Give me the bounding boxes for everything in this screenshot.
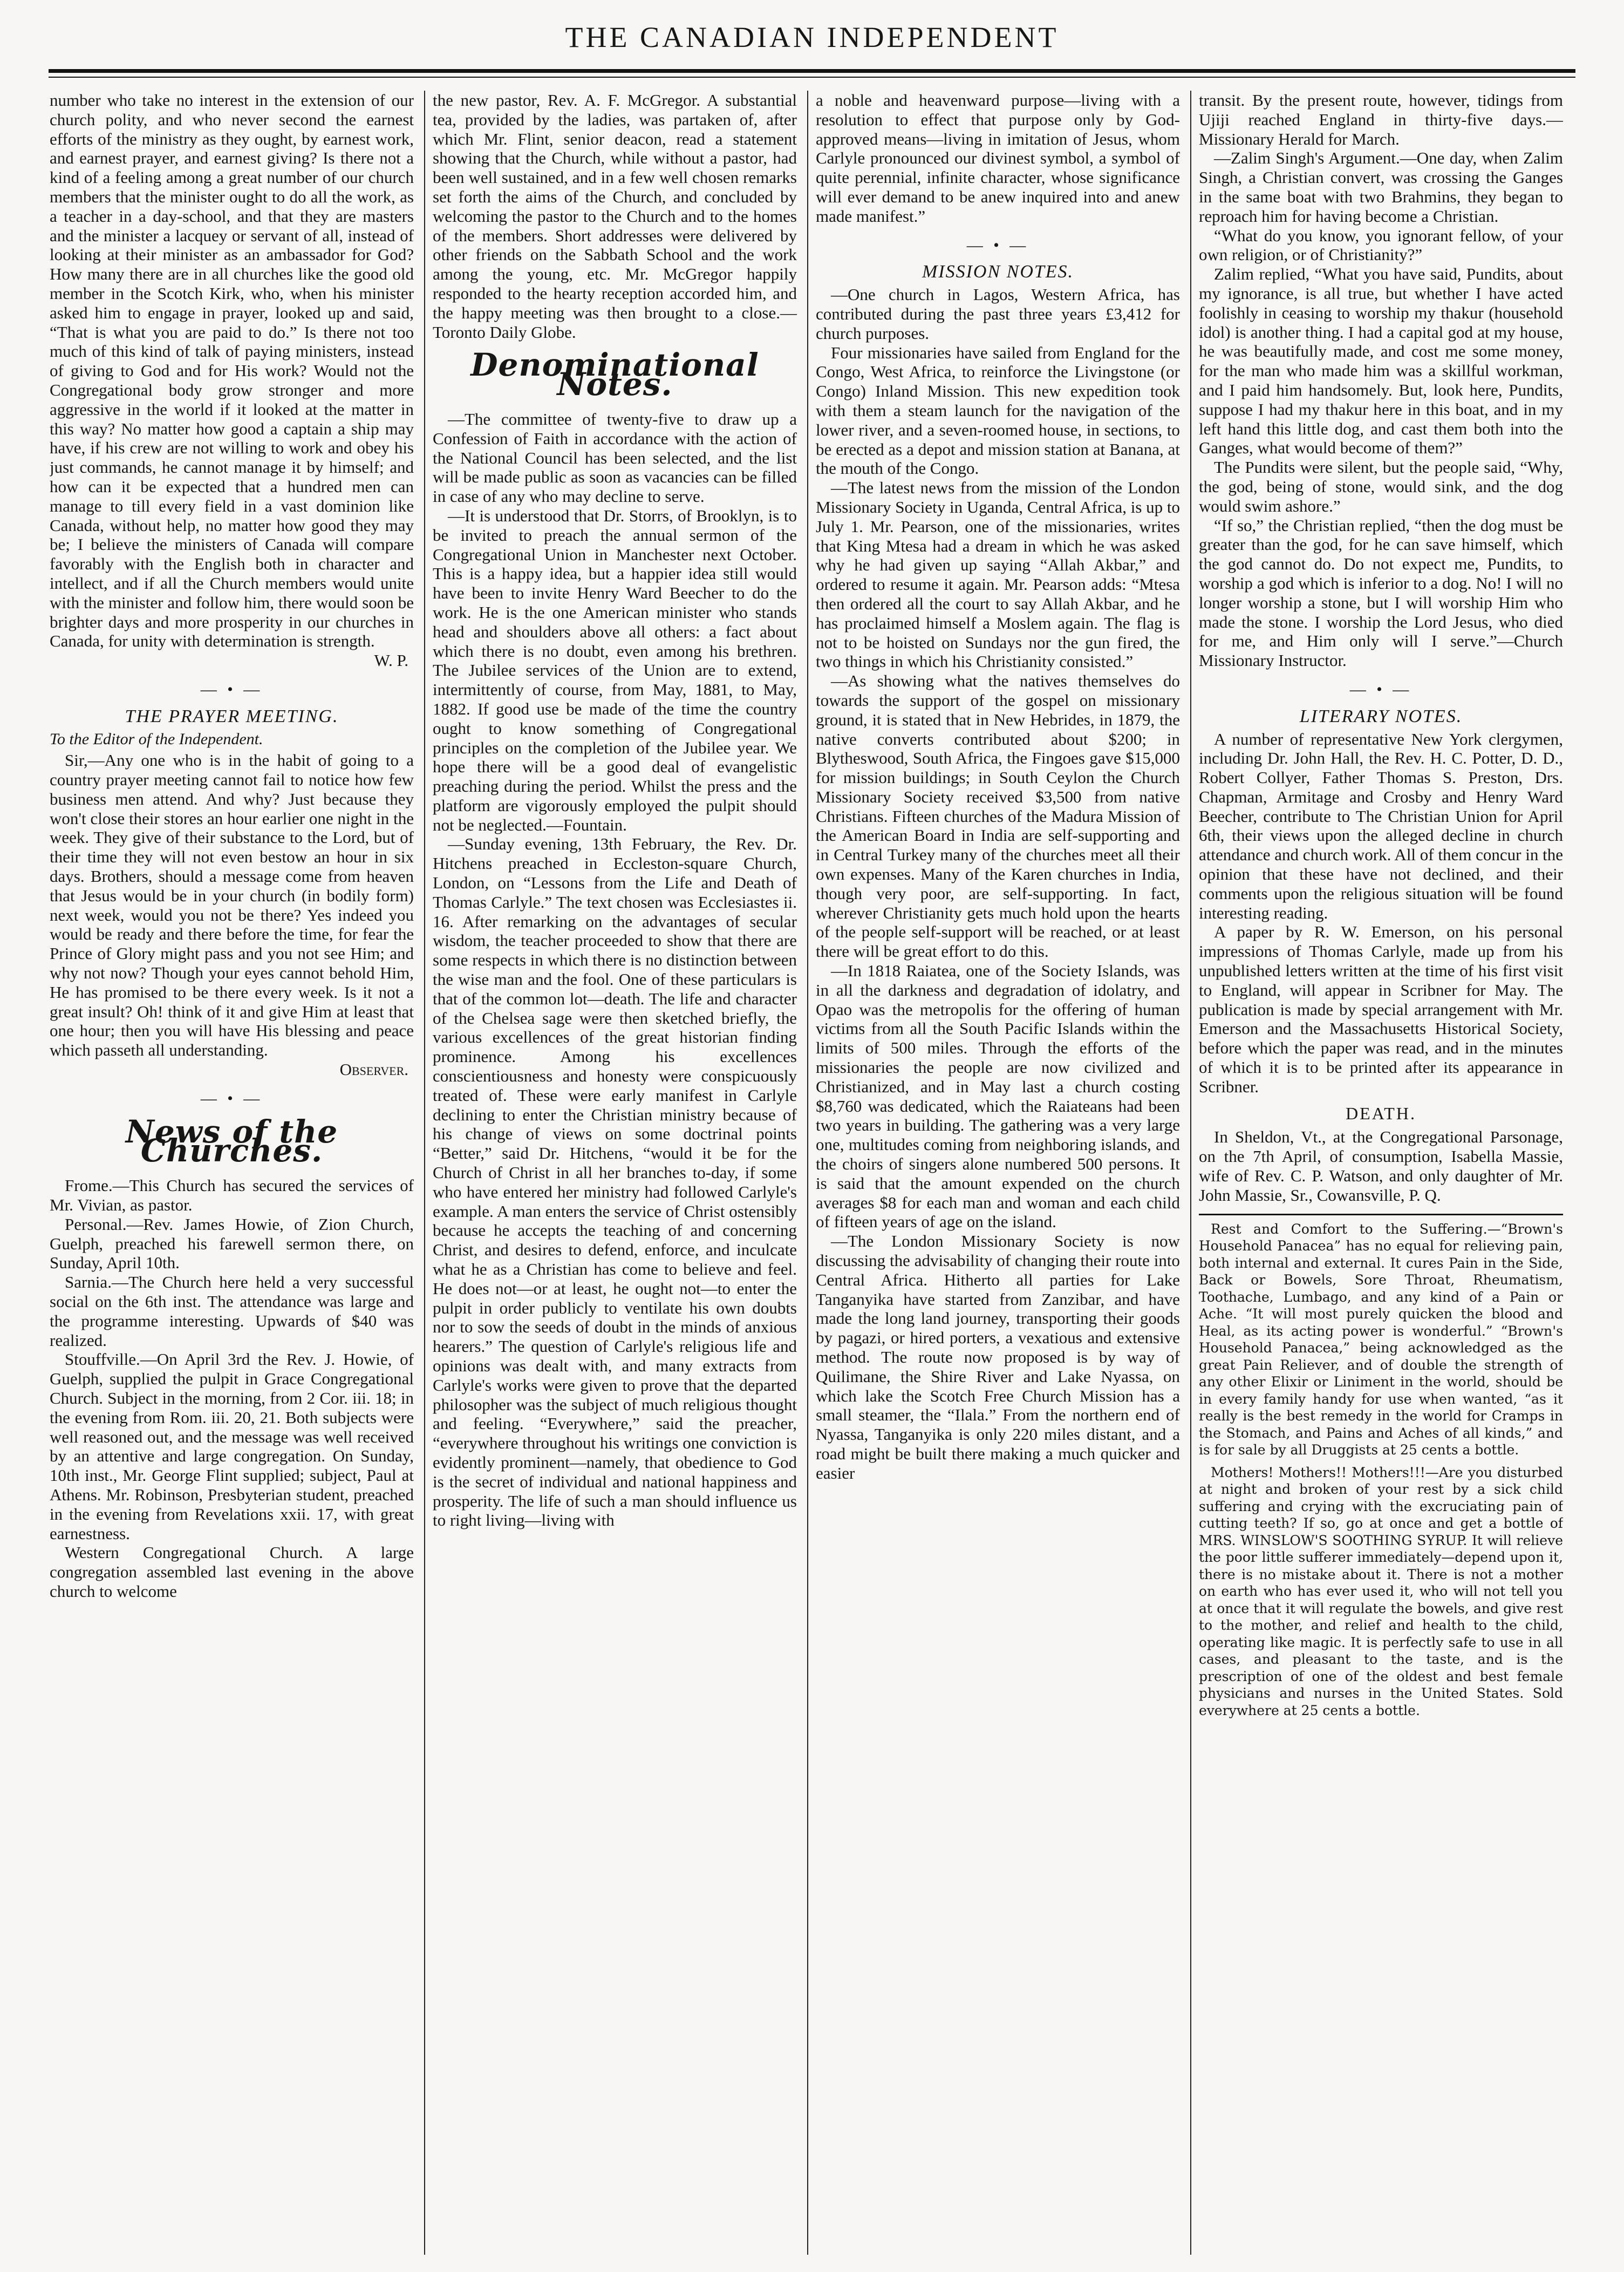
news-item: —In 1818 Raiatea, one of the Society Islands, was in all the darkness and degradation of idolatry, and Opao was the metropolis for the offering of human victims from all the South Pacific Islands within the limits of 500 miles. Through the efforts of the missionaries the people are now civilized and Christianized, and in May last a church costing $8,760 was dedicated, which the Raiateans had been two years in building. The gathering was a very large one, multitudes coming from neighboring islands, and the choirs of singers alone numbered 500 persons. It is said that the amount expended on the church averages $8 for each man and woman and each child of fifteen years of age on the island. <box>816 961 1180 1232</box>
masthead: THE CANADIAN INDEPENDENT <box>565 21 1059 53</box>
news-item: —The latest news from the mission of the London Missionary Society in Uganda, Central Africa, is up to July 1. Mr. Pearson, one of the missionaries, writes that King Mtesa had a dream in which he was asked why he had given up saying “Allah Akbar,” and ordered to resume it again. Mr. Pearson adds: “Mtesa then ordered all the court to say Allah Akbar, and he has proclaimed himself a Moslem again. The flag is not to be hoisted on Sundays nor the gun fired, the two things in which his Christianity consisted.” <box>816 478 1180 671</box>
ornament-divider: — • — <box>966 236 1029 254</box>
news-item: A number of representative New York clergymen, including Dr. John Hall, the Rev. H. C. Potter, D. D., Robert Collyer, Father Thomas S. Preston, Drs. Chapman, Armitage and Crosby and Henry Ward Beecher, contribute to The Christian Union for April 6th, their views upon the alleged decline in church attendance and church work. All of them concur in the opinion that these have not declined, and their comments upon the religious situation will be found interesting reading. <box>1199 729 1563 922</box>
advertisement-panacea: Rest and Comfort to the Suffering.—“Brown's Household Panacea” has no equal for relieving pain, both internal and external. It cures Pain in the Side, Back or Bowels, Sore Throat, Rheumatism, Toothache, Lumbago, and any kind of a Pain or Ache. “It will most purely quicken the blood and Heal, as its acting power is wonderful.” “Brown's Household Panacea,” being acknowledged as the great Pain Reliever, and of double the strength of any other Elixir or Liniment in the world, should be in every family handy for use when wanted, “as it really is the best remedy in the world for Cramps in the Stomach, and Pains and Aches of all kinds,” and is for sale by all Druggists at 25 cents a bottle. <box>1199 1221 1563 1458</box>
news-item: The Pundits were silent, but the people said, “Why, the god, being of stone, would sink, and the dog would swim ashore.” <box>1199 458 1563 515</box>
news-item: —The London Missionary Society is now discussing the advisability of changing their route into Central Africa. Hitherto all parties for Lake Tanganyika have started from Zanzibar, and have made the long land journey, transporting their goods by pagazi, or hired porters, a vexatious and extensive method. The route now proposed is by way of Quilimane, the Shire River and Lake Nyassa, on which lake the Scotch Free Church Mission has a small steamer, the “Ilala.” From the northern end of Nyassa, Tanganyika is only 220 miles distant, and a road might be built there making a much quicker and easier <box>816 1232 1180 1482</box>
article-paragraph: Sir,—Any one who is in the habit of going to a country prayer meeting cannot fail to notice how few business men attend. And why? Just because they won't close their stores an hour earlier one night in the week. They give of their substance to the Lord, but of their time they will not even bestow an hour in six days. Brothers, should a message come from heaven that Jesus would be in your church (in bodily form) next week, would you not be there? Yes indeed you would be ready and there before the time, for fear the Prince of Glory might pass and you not see Him; and why not now? Though your eyes cannot behold Him, He has promised to be there every week. Is it not a great insult? Oh! think of it and give Him at least that one hour; then you will have His blessing and peace which passeth all understanding. <box>50 751 414 1060</box>
advertisement-block <box>1199 1214 1563 1719</box>
column-divider <box>424 91 425 2255</box>
news-item: —As showing what the natives themselves do towards the support of the gospel on missionary ground, it is stated that in New Hebrides, in 1879, the native converts contributed about $200; in Blytheswood, South Africa, the Fingoes gave $15,000 for mission buildings; in South Ceylon the Church Missionary Society received $3,500 from native Christians. Fifteen churches of the Madura Mission of the American Board in India are self-supporting and in Central Turkey many of the churches meet all their own expenses. Many of the Karen churches in India, though very poor, are self-supporting. In fact, wherever Christianity gets much hold upon the hearts of the people self-support will be reached, or at least there will be great effort to do this. <box>816 671 1180 961</box>
article-paragraph: number who take no interest in the extension of our church polity, and who never second the earnest efforts of the ministry as they ought, by earnest work, and earnest prayer, and earnest giving? Is there not a kind of a feeling among a great number of our church members that the minister ought to do all the work, as a teacher in a day-school, and that they are masters and the minister a lacquey or servant of all, instead of looking at their minister as an ambassador for God? How many there are in all churches like the good old member in the Scotch Kirk, who, when his minister asked him to engage in prayer, looked up and said, “That is what you are paid to do.” Is there not too much of this kind of talk of paying ministers, instead of giving to God and for His work? Would not the Congregational body grow stronger and more aggressive in the world if it looked at the matter in this way? No matter how good a captain a ship may have, if his crew are not willing to work and obey his just commands, he cannot manage it by himself; and how can it be expected that a hundred men can manage to till every field in a vast dominion like Canada, without help, no matter how good they may be; I believe the ministers of Canada will compare favorably with the English both in character and intellect, and if all the Church members would unite with the minister and follow him, there would soon be brighter days and more prosperity in our churches in Canada, for unity with determination is strength. <box>50 91 414 651</box>
section-heading-denominational-notes: Denominational Notes. <box>470 346 759 403</box>
news-item: Four missionaries have sailed from England for the Congo, West Africa, to reinforce the Livingstone (or Congo) Inland Mission. This new expedition took with them a steam launch for the navigation of the lower river, and a seven-roomed house, in sections, to be erected as a depot and mission station at Banana, at the mouth of the Congo. <box>816 343 1180 478</box>
masthead-rule-thin <box>49 77 1575 78</box>
signature: Observer. <box>339 1060 408 1079</box>
column-2 <box>433 91 797 2255</box>
news-item: “If so,” the Christian replied, “then the dog must be greater than the god, for he can save himself, which the god cannot do. Do not expect me, Pundits, to worship a god which is inferior to a dog. No! I will no longer worship a stone, but I will worship Him who made the stone. I worship the Lord Jesus, who died for me, and Him only will I serve.”—Church Missionary Instructor. <box>1199 515 1563 670</box>
news-item: —The committee of twenty-five to draw up a Confession of Faith in accordance with the action of the National Council has been selected, and the list will be made public as soon as vacancies can be filled in case of any who may decline to serve. <box>433 409 797 506</box>
news-item: “What do you know, you ignorant fellow, of your own religion, or of Christianity?” <box>1199 226 1563 264</box>
article-paragraph: transit. By the present route, however, tidings from Ujiji reached England in thirty-five days.—Missionary Herald for March. <box>1199 91 1563 148</box>
news-item: In Sheldon, Vt., at the Congregational Parsonage, on the 7th April, of consumption, Isabella Massie, wife of Rev. C. P. Watson, and only daughter of Mr. John Massie, Sr., Cowansville, P. Q. <box>1199 1127 1563 1205</box>
section-heading-prayer-meeting: THE PRAYER MEETING. <box>125 706 339 726</box>
news-item: Sarnia.—The Church here held a very successful social on the 6th inst. The attendance was large and the programme interesting. Upwards of $40 was realized. <box>50 1273 414 1350</box>
news-item: Zalim replied, “What you have said, Pundits, about my ignorance, is all true, but whether I have acted foolishly in ceasing to worship my thakur (household idol) is another thing. I had a capital god at my house, he was beautifully made, and cost me some money, for the man who made him was a skillful workman, and I paid him handsomely. But, look here, Pundits, suppose I had my thakur here in this boat, and in my left hand this little dog, and cast them both into the Ganges, what would become of them?” <box>1199 264 1563 458</box>
column-divider <box>807 91 808 2255</box>
column-1 <box>50 91 414 2255</box>
signature: W. P. <box>374 651 408 670</box>
news-item: —Sunday evening, 13th February, the Rev. Dr. Hitchens preached in Eccleston-square Church, London, on “Lessons from the Life and Death of Thomas Carlyle.” The text chosen was Ecclesiastes ii. 16. After remarking on the advantages of secular wisdom, the teacher proceeded to show that there are some respects in which there is no distinction between the wise man and the fool. One of these particulars is that of the common lot—death. The life and character of the Chelsea sage were then sketched briefly, the various excellences of the great historian finding prominence. Among his excellences conscientiousness and honesty were conspicuously treated of. These were early manifest in Carlyle declining to enter the Christian ministry because of his change of views on some doctrinal points “Better,” said Dr. Hitchens, “would it be for the Church of Christ in all her branches to-day, if some who have entered her ministry had followed Carlyle's example. A man enters the service of Christ ostensibly because he accepts the teaching of and concerning Christ, and desires to defend, enforce, and inculcate what he as a Christian has come to believe and feel. He does not—or at least, he ought not—to enter the pulpit in order publicly to ventilate his own doubts nor to sow the seeds of doubt in the minds of anxious hearers.” The question of Carlyle's religious life and opinions was dealt with, and many extracts from Carlyle's works were given to prove that the departed philosopher was the subject of much religious thought and feeling. “Everywhere,” said the preacher, “everywhere throughout his writings one conviction is evidently prominent—namely, that obedience to God is the secret of individual and national happiness and prosperity. The life of such a man should influence us to right living—living with <box>433 834 797 1530</box>
ornament-divider: — • — <box>200 680 263 698</box>
ornament-divider: — • — <box>1349 680 1413 698</box>
news-item: A paper by R. W. Emerson, on his personal impressions of Thomas Carlyle, made up from his unpublished letters written at the time of his first visit to England, will appear in Scribner for May. The publication is made by special arrangement with Mr. Emerson and the Massachusetts Historical Society, before which the paper was read, and in the minutes of which it is to be printed after its appearance in Scribner. <box>1199 922 1563 1096</box>
section-heading-death: DEATH. <box>1346 1103 1416 1123</box>
news-item: —Zalim Singh's Argument.—One day, when Zalim Singh, a Christian convert, was crossing the Ganges in the same boat with two Brahmins, they began to reproach him for having become a Christian. <box>1199 148 1563 226</box>
letter-salutation: To the Editor of the Independent. <box>50 730 263 748</box>
news-item: Western Congregational Church. A large congregation assembled last evening in the above church to welcome <box>50 1543 414 1601</box>
masthead-rule-thick <box>49 69 1575 73</box>
section-heading-mission-notes: MISSION NOTES. <box>922 262 1074 282</box>
news-item: Personal.—Rev. James Howie, of Zion Church, Guelph, preached his farewell sermon there, on Sunday, April 10th. <box>50 1214 414 1273</box>
section-heading-literary-notes: LITERARY NOTES. <box>1299 706 1463 726</box>
column-divider <box>1190 91 1191 2255</box>
section-heading-news-of-churches: News of the Churches. <box>125 1113 338 1169</box>
news-item: Frome.—This Church has secured the services of Mr. Vivian, as pastor. <box>50 1176 414 1215</box>
news-item: —It is understood that Dr. Storrs, of Brooklyn, is to be invited to preach the annual sermon of the Congregational Union in Manchester next October. This is a happy idea, but a happier idea still would have been to invite Henry Ward Beecher to do the work. He is the one American minister who stands head and shoulders above all others: a fact about which there is no doubt, even among his brethren. The Jubilee services of the Union are to extend, intermittently of course, from May, 1881, to May, 1882. If good use be made of the time the country ought to know something of Congregational principles on the completion of the Jubilee year. We hope there will be a good deal of evangelistic preaching during the period. Whilst the press and the platform are vigorously employed the pulpit should not be neglected.—Fountain. <box>433 506 797 834</box>
news-item: —One church in Lagos, Western Africa, has contributed during the past three years £3,412 for church purposes. <box>816 285 1180 343</box>
news-item: Stouffville.—On April 3rd the Rev. J. Howie, of Guelph, supplied the pulpit in Grace Congregational Church. Subject in the morning, from 2 Cor. iii. 18; in the evening from Rom. iii. 20, 21. Both subjects were well reasoned out, and the message was well received by an attentive and large congregation. On Sunday, 10th inst., Mr. George Flint supplied; subject, Paul at Athens. Mr. Robinson, Presbyterian student, preached in the evening from Revelations xxii. 17, with great earnestness. <box>50 1350 414 1543</box>
ornament-divider: — • — <box>200 1089 263 1107</box>
advertisement-soothing-syrup: Mothers! Mothers!! Mothers!!!—Are you disturbed at night and broken of your rest by a sick child suffering and crying with the excruciating pain of cutting teeth? If so, go at once and get a bottle of MRS. WINSLOW'S SOOTHING SYRUP. It will relieve the poor little sufferer immediately—depend upon it, there is no mistake about it. There is not a mother on earth who has ever used it, who will not tell you at once that it will regulate the bowels, and give rest to the mother, and relief and health to the child, operating like magic. It is perfectly safe to use in all cases, and pleasant to the taste, and is the prescription of one of the oldest and best female physicians and nurses in the United States. Sold everywhere at 25 cents a bottle. <box>1199 1464 1563 1718</box>
column-4 <box>1199 91 1563 2255</box>
article-paragraph: a noble and heavenward purpose—living with a resolution to effect that purpose only by God-approved means—living in imitation of Jesus, whom Carlyle pronounced our divinest symbol, a symbol of quite perennial, infinite character, whose significance will ever demand to be anew inquired into and anew made manifest.” <box>816 91 1180 226</box>
article-paragraph: the new pastor, Rev. A. F. McGregor. A substantial tea, provided by the ladies, was partaken of, after which Mr. Flint, senior deacon, read a statement showing that the Church, while without a pastor, had been well sustained, and in a few well chosen remarks set forth the aims of the Church, and concluded by welcoming the pastor to the Church and to the homes of the members. Short addresses were delivered by other friends on the Sabbath School and the work among the young, etc. Mr. McGregor happily responded to the hearty reception accorded him, and the happy meeting was then brought to a close.—Toronto Daily Globe. <box>433 91 797 342</box>
column-3 <box>816 91 1180 2255</box>
